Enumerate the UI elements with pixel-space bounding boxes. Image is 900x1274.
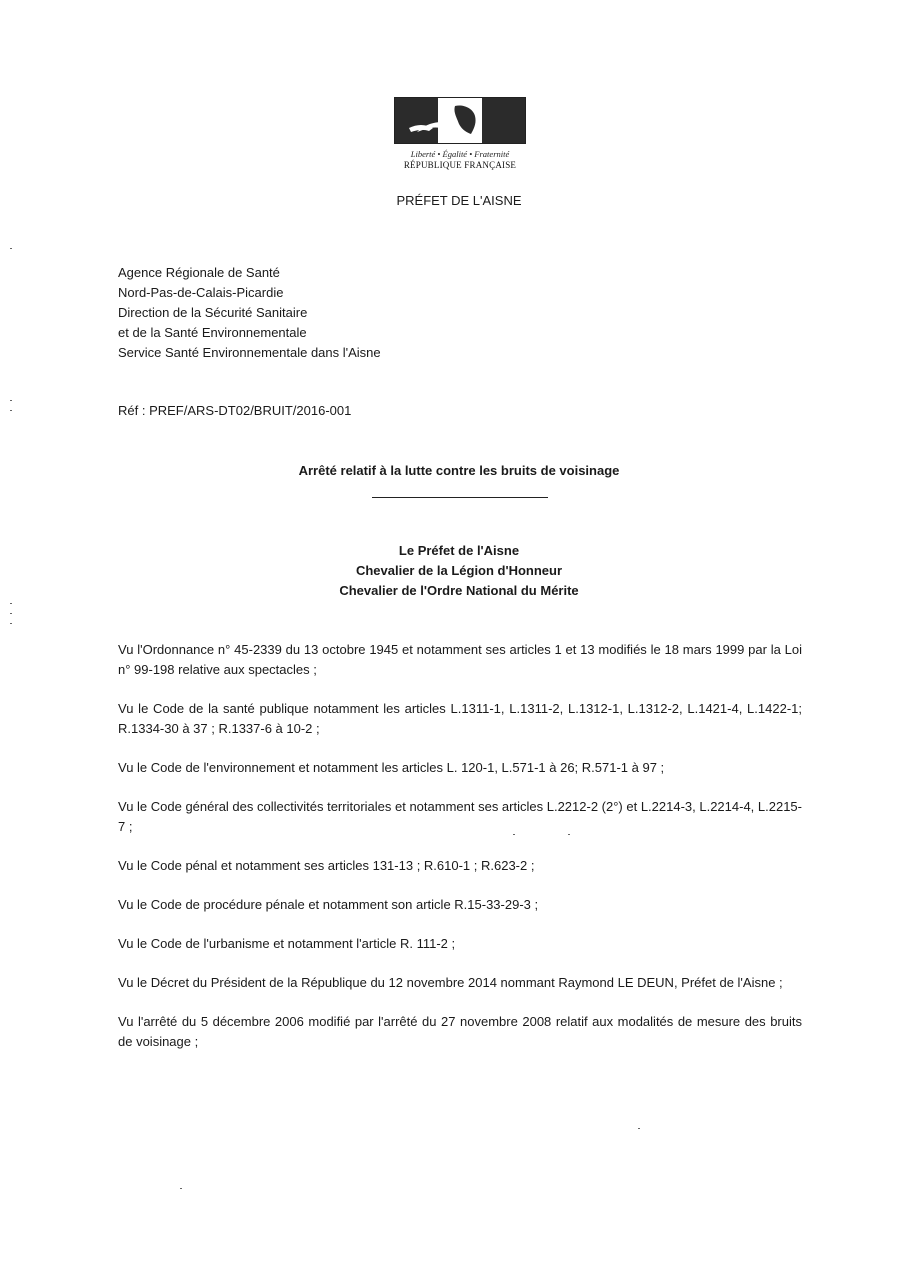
scan-speck: [10, 603, 12, 604]
consideration-paragraph: Vu le Code de procédure pénale et notamment son article R.15-33-29-3 ;: [118, 897, 539, 912]
scan-speck: [10, 613, 12, 614]
republic-motto: Liberté • Égalité • Fraternité: [410, 149, 510, 159]
scan-speck: [10, 410, 12, 411]
scan-speck: [10, 248, 12, 249]
scan-speck: [513, 834, 515, 835]
arrete-title: Arrêté relatif à la lutte contre les bruits de voisinage: [298, 463, 620, 478]
consideration-paragraph: Vu le Décret du Président de la République du 12 novembre 2014 nommant Raymond LE DEUN, Préfet de l'Aisne ;: [118, 975, 783, 990]
republique-francaise-label: RÉPUBLIQUE FRANÇAISE: [403, 160, 517, 170]
consideration-paragraph: Vu l'arrêté du 5 décembre 2006 modifié par l'arrêté du 27 novembre 2008 relatif aux modalités de mesure des bruits de voisinage ;: [118, 1014, 802, 1049]
agency-line: Nord-Pas-de-Calais-Picardie: [118, 285, 284, 300]
agency-address-block: [118, 263, 381, 363]
prefet-line: Chevalier de la Légion d'Honneur: [355, 563, 563, 578]
prefet-title: PRÉFET DE L'AISNE: [396, 193, 522, 208]
consideration-paragraph: Vu le Code pénal et notamment ses articles 131-13 ; R.610-1 ; R.623-2 ;: [118, 858, 535, 873]
prefet-signature-block: [0, 541, 900, 601]
scan-speck: [180, 1188, 182, 1189]
consideration-paragraph: Vu le Code général des collectivités territoriales et notamment ses articles L.2212-2 (2°) et L.2214-3, L.2214-4, L.2215-7 ;: [118, 799, 802, 834]
scan-speck: [568, 834, 570, 835]
agency-line: Direction de la Sécurité Sanitaire: [118, 305, 308, 320]
consideration-paragraph: Vu le Code de la santé publique notamment les articles L.1311-1, L.1311-2, L.1312-1, L.1312-2, L.1421-4, L.1422-1; R.1334-30 à 37 ; R.1337-6 à 10-2 ;: [118, 701, 802, 736]
prefet-line: Le Préfet de l'Aisne: [398, 543, 520, 558]
scan-speck: [10, 400, 12, 401]
prefet-line: Chevalier de l'Ordre National du Mérite: [339, 583, 579, 598]
consideration-paragraph: Vu l'Ordonnance n° 45-2339 du 13 octobre 1945 et notamment ses articles 1 et 13 modifiés le 18 mars 1999 par la Loi n° 99-198 relative aux spectacles ;: [118, 642, 802, 677]
title-divider: [372, 497, 548, 498]
consideration-paragraph: Vu le Code de l'urbanisme et notamment l'article R. 111-2 ;: [118, 936, 456, 951]
considerations-list: [118, 640, 802, 1071]
scan-speck: [10, 623, 12, 624]
reference-number: Réf : PREF/ARS-DT02/BRUIT/2016-001: [118, 403, 352, 418]
marianne-logo: [394, 97, 526, 170]
marianne-emblem-icon: [394, 97, 526, 144]
agency-line: Agence Régionale de Santé: [118, 265, 280, 280]
consideration-paragraph: Vu le Code de l'environnement et notamment les articles L. 120-1, L.571-1 à 26; R.571-1 à 97 ;: [118, 760, 665, 775]
agency-line: et de la Santé Environnementale: [118, 325, 307, 340]
scan-speck: [638, 1128, 640, 1129]
agency-line: Service Santé Environnementale dans l'Aisne: [118, 345, 381, 360]
